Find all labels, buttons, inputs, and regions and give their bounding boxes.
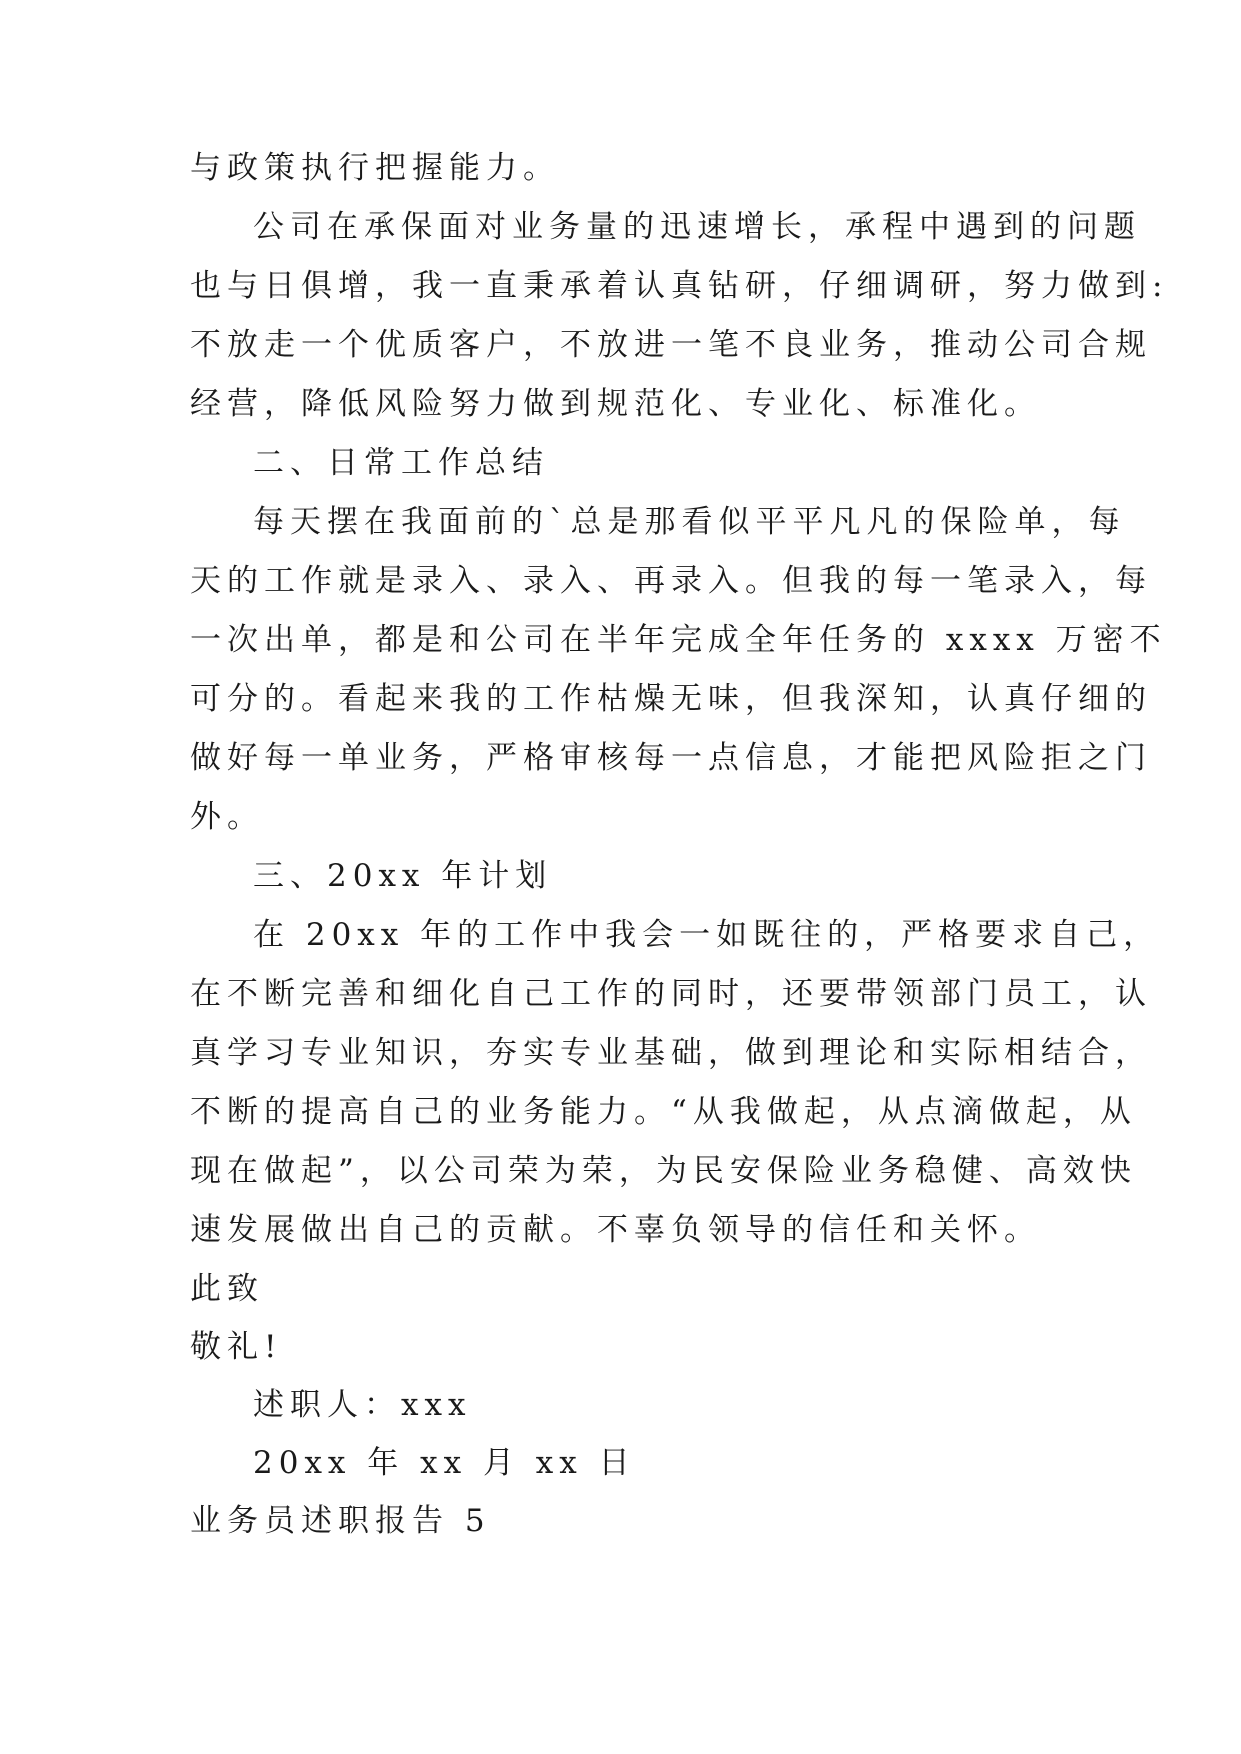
paragraph-line: 天的工作就是录入、录入、再录入。但我的每一笔录入，每 [190,563,1152,599]
paragraph-line: 做好每一单业务，严格审核每一点信息，才能把风险拒之门 [190,740,1152,776]
paragraph-line: 公司在承保面对业务量的迅速增长，承程中遇到的问题 [253,209,1141,245]
paragraph-line: 一次出单，都是和公司在半年完成全年任务的 xxxx 万密不 [190,622,1167,658]
document-title: 业务员述职报告 5 [190,1503,491,1539]
paragraph-line: 与政策执行把握能力。 [190,150,560,186]
section-heading: 二、日常工作总结 [253,445,549,481]
paragraph-line: 速发展做出自己的贡献。不辜负领导的信任和关怀。 [190,1212,1041,1248]
closing-line: 此致 [190,1271,264,1307]
signature-line: 述职人：xxx [253,1387,472,1423]
paragraph-line: 不断的提高自己的业务能力。“从我做起，从点滴做起，从 [190,1094,1137,1130]
closing-line: 敬礼! [190,1329,283,1365]
paragraph-line: 经营，降低风险努力做到规范化、专业化、标准化。 [190,386,1041,422]
date-line: 20xx 年 xx 月 xx 日 [253,1445,636,1481]
paragraph-line: 可分的。看起来我的工作枯燥无味，但我深知，认真仔细的 [190,681,1152,717]
paragraph-line: 也与日俱增，我一直秉承着认真钻研，仔细调研，努力做到: [190,268,1169,304]
paragraph-line: 现在做起”，以公司荣为荣，为民安保险业务稳健、高效快 [190,1153,1137,1189]
paragraph-line: 不放走一个优质客户，不放进一笔不良业务，推动公司合规 [190,327,1152,363]
section-heading: 三、20xx 年计划 [253,858,553,894]
paragraph-line: 真学习专业知识，夯实专业基础，做到理论和实际相结合， [190,1035,1152,1071]
paragraph-line: 外。 [190,799,264,835]
paragraph-line: 在 20xx 年的工作中我会一如既往的，严格要求自己， [253,917,1161,953]
paragraph-line: 在不断完善和细化自己工作的同时，还要带领部门员工，认 [190,976,1152,1012]
paragraph-line: 每天摆在我面前的`总是那看似平平凡凡的保险单，每 [253,504,1126,540]
